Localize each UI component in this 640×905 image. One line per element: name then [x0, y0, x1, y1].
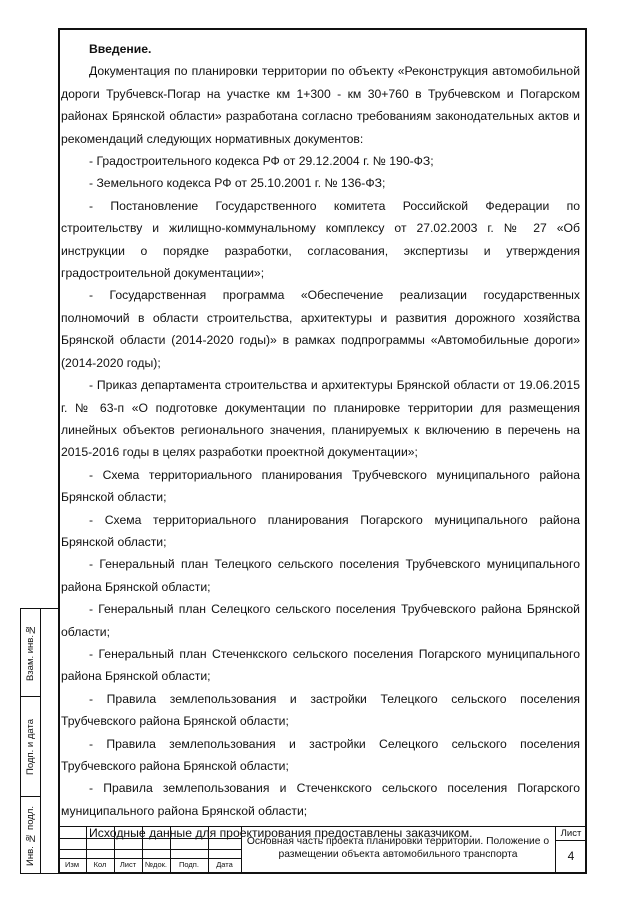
- label-podp: Подп.: [179, 860, 199, 869]
- stamp-sign-date: Подп. и дата: [25, 719, 36, 775]
- sheet-cell: [555, 827, 586, 873]
- list-item: - Земельного кодекса РФ от 25.10.2001 г. № 136-ФЗ;: [89, 176, 386, 191]
- list-item: - Правила землепользования и застройки Телецкого сельского поселения Трубчевского района Брянской области;: [61, 691, 580, 729]
- list-item: - Схема территориального планирования Погарского муниципального района Брянской области;: [61, 512, 580, 549]
- list-item: - Государственная программа «Обеспечение реализации государственных полномочий в области строительства, архитектуры и развития дорожного хозяйства Брянской области (2014-2020 годы)» в рамках подпрограммы «Автомобильные дороги» (2014-2020 годы);: [61, 288, 580, 370]
- side-stamp-value-column: [40, 609, 59, 873]
- list-item: - Постановление Государственного комитета Российской Федерации по строительству и жилищно-коммунальному комплексу от 27.02.2003 г. № 27 «Об инструкции о порядке разработки, согласования, экспертизы и утверждения градостроительной документации»;: [61, 198, 580, 281]
- list-item: - Генеральный план Селецкого сельского поселения Трубчевского района Брянской области;: [61, 602, 580, 639]
- label-data: Дата: [216, 860, 233, 869]
- paragraph-closing: Исходные данные для проектирования предоставлены заказчиком.: [89, 826, 473, 841]
- sheet-number: 4: [567, 849, 575, 863]
- list-item: - Правила землепользования и Стеченкского сельского поселения Погарского муниципального района Брянской области;: [61, 781, 580, 818]
- title-block: [58, 826, 587, 874]
- label-kol: Кол: [93, 860, 107, 869]
- list-item: - Градостроительного кодекса РФ от 29.12.2004 г. № 190-ФЗ;: [89, 154, 434, 169]
- label-list: Лист: [119, 860, 137, 869]
- side-stamp: [20, 608, 58, 874]
- document-title: Основная часть проекта планировки территории. Положение о размещении объекта автомобильного транспорта: [246, 836, 550, 860]
- list-item: - Генеральный план Телецкого сельского поселения Трубчевского муниципального района Брянской области;: [61, 557, 580, 594]
- label-izm: Изм: [65, 860, 79, 869]
- list-item: - Приказ департамента строительства и архитектуры Брянской области от 19.06.2015 г. № 63-п «О подготовке документации по планировке территории для размещения линейных объектов регионального значения, планируемых к включению в перечень на 2015-2016 годы в целях разработки проектной документации»;: [61, 378, 580, 460]
- label-ndok: №док.: [145, 860, 167, 869]
- document-body: [61, 38, 580, 845]
- sheet-label: Лист: [556, 828, 586, 841]
- list-item: - Правила землепользования и застройки Селецкого сельского поселения Трубчевского района Брянской области;: [61, 736, 580, 773]
- stamp-inv-replace: Взам. инв.№: [25, 624, 36, 682]
- stamp-inv-original: Инв. № подл.: [25, 806, 36, 866]
- revision-grid: [58, 827, 241, 873]
- list-item: - Генеральный план Стеченкского сельского поселения Погарского муниципального района Брянской области;: [61, 646, 580, 684]
- section-heading: Введение.: [89, 42, 152, 56]
- list-item: - Схема территориального планирования Трубчевского муниципального района Брянской области;: [61, 467, 580, 505]
- paragraph-intro: Документация по планировки территории по объекту «Реконструкция автомобильной дороги Трубчевск-Погар на участке км 1+300 - км 30+760 в Трубчевском и Погарском районах Брянской области» разработана согласно требованиям законодательных актов и рекомендаций следующих нормативных документов:: [61, 64, 580, 146]
